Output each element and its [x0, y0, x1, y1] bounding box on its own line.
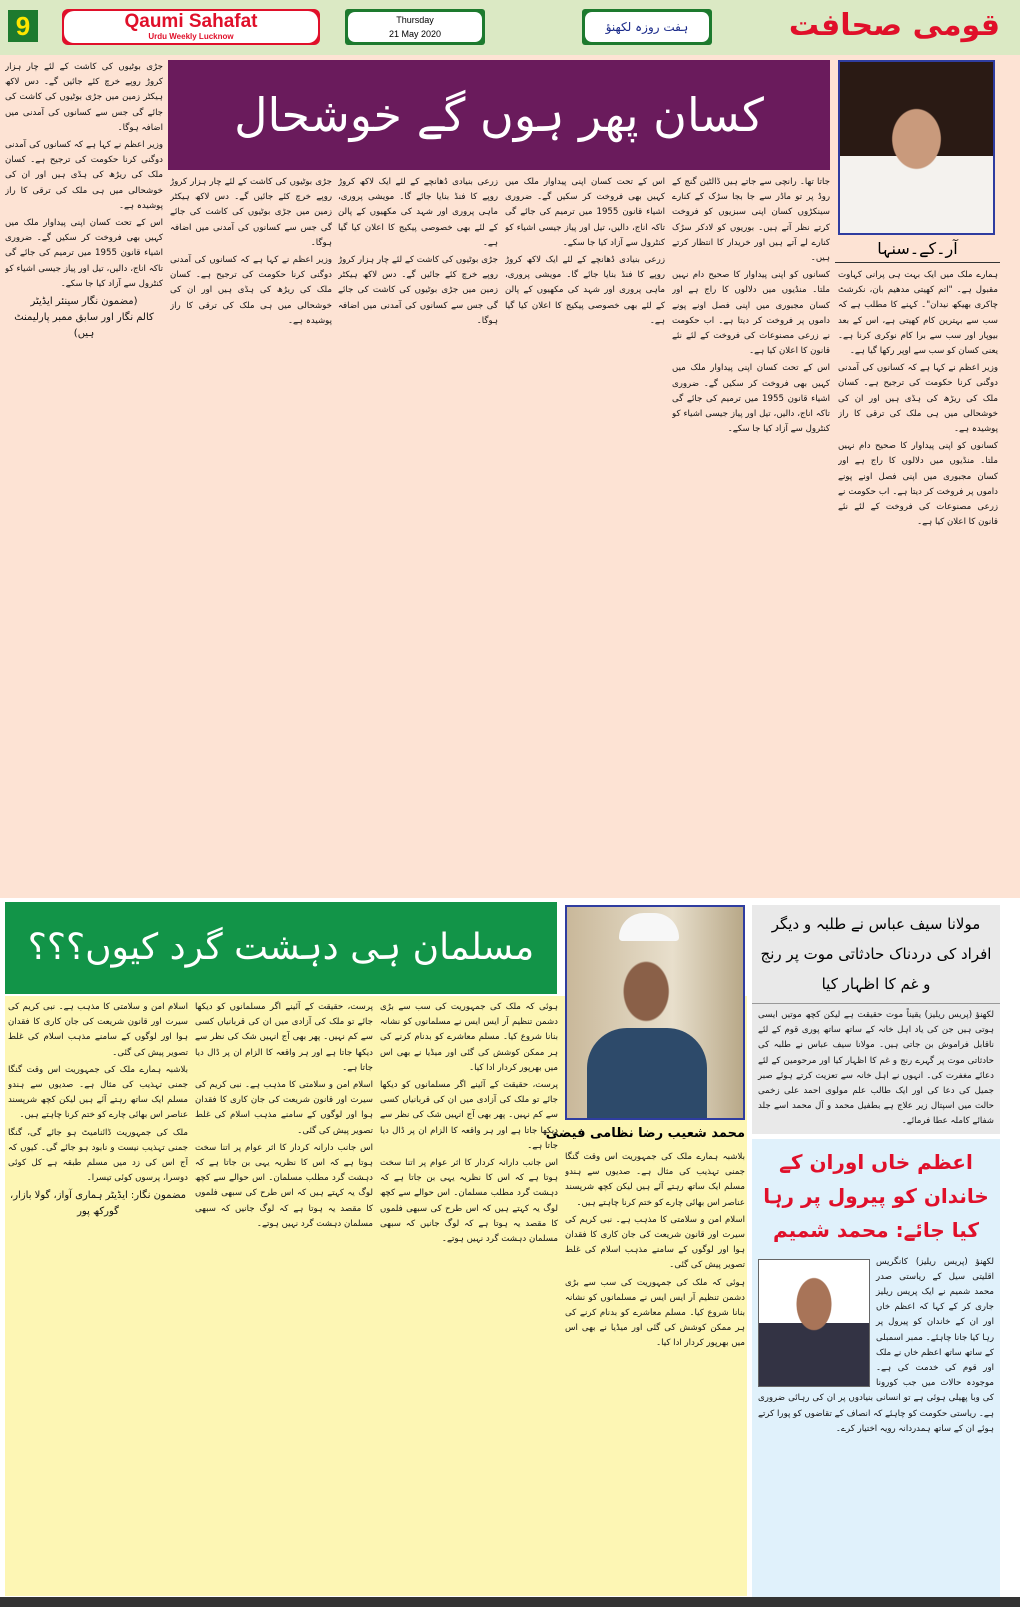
- article2-column: [195, 1000, 373, 1595]
- paragraph: پرست، حقیقت کے آئینے اگر مسلمانوں کو دیکھا جائے تو ملک کی آزادی میں ان کی قربانیاں کسی سے کم نہیں۔ پھر بھی آج انہیں شک کی نظر سے دیکھا جاتا ہے اور ہر واقعہ کا الزام ان پر ڈال دیا جاتا ہے۔: [195, 1002, 373, 1073]
- masthead-subtitle: Urdu Weekly Lucknow: [148, 32, 234, 41]
- paragraph: ملک کی جمہوریت ڈائنامیٹ ہو جائے گی، گنگا جمنی تہذیب نیست و نابود ہو جائے گی۔ کیوں کہ آج اس کی زد میں مسلم طبقہ ہے کل کوئی دوسرا، پرسوں کوئی تیسرا۔: [8, 1127, 188, 1184]
- paragraph: وزیر اعظم نے کہا ہے کہ کسانوں کی آمدنی دوگنی کرنا حکومت کی ترجیح ہے۔ کسان ملک کی ریڑھ کی ہڈی ہیں اور ان کی خوشحالی میں ہی ملک کی ترقی کا راز پوشیدہ ہے۔: [5, 140, 163, 211]
- paragraph: جڑی بوٹیوں کی کاشت کے لئے چار ہزار کروڑ روپے خرچ کئے جائیں گے۔ دس لاکھ ہیکٹر زمین میں جڑی بوٹیوں کی کاشت کی جائے گی جس سے کسانوں کی آمدنی میں اضافہ ہوگا۔: [338, 255, 498, 326]
- signature: کالم نگار اور سابق ممبر پارلیمنٹ ہیں): [14, 312, 154, 340]
- masthead-title: Qaumi Sahafat: [124, 11, 258, 32]
- paragraph: زرعی بنیادی ڈھانچے کے لئے ایک لاکھ کروڑ روپے کا فنڈ بنایا جائے گا۔ مویشی پروری، ماہی پروری اور شہد کی مکھیوں کے پالن کے لئے بھی خصوصی پیکیج کا اعلان کیا گیا ہے۔: [338, 177, 498, 248]
- news-box-condolence: [752, 905, 1000, 1134]
- article1-column: [170, 175, 332, 893]
- paragraph: اسلام امن و سلامتی کا مذہب ہے۔ نبی کریم کی سیرت اور قانون شریعت کی جان کاری کا فقدان ہوا اور لوگوں کے سامنے مذہب اسلام کی غلط تصویر پیش کی گئی۔: [8, 1002, 188, 1058]
- paragraph: جڑی بوٹیوں کی کاشت کے لئے چار ہزار کروڑ روپے خرچ کئے جائیں گے۔ دس لاکھ ہیکٹر زمین میں جڑی بوٹیوں کی کاشت کی جائے گی جس سے کسانوں کی آمدنی میں اضافہ ہوگا۔: [170, 177, 332, 248]
- article2-column: [8, 1000, 188, 1595]
- article4-headline: اعظم خاں اوران کے خاندان کو پیرول پر رہا کیا جائے: محمد شمیم: [763, 1149, 989, 1242]
- masthead-logo: [62, 9, 320, 45]
- paragraph: ہوئی کہ ملک کی جمہوریت کی سب سے بڑی دشمن تنظیم آر ایس ایس نے مسلمانوں کو نشانہ بنانا شروع کیا۔ مسلم معاشرے کو بدنام کرنے کی ہر ممکن کوشش کی گئی اور میڈیا نے بھی اس میں بھرپور کردار ادا کیا۔: [565, 1277, 745, 1349]
- article1-column: [838, 268, 998, 893]
- day-label: Thursday: [396, 15, 434, 25]
- page-number: 9: [8, 10, 38, 42]
- article1-column: [338, 175, 498, 893]
- author-photo: [838, 60, 995, 235]
- paragraph: زرعی بنیادی ڈھانچے کے لئے ایک لاکھ کروڑ روپے کا فنڈ بنایا جائے گا۔ مویشی پروری، ماہی پروری اور شہد کی مکھیوں کے پالن کے لئے بھی خصوصی پیکیج کا اعلان کیا گیا ہے۔: [505, 255, 665, 326]
- news-box-parole: [752, 1139, 1000, 1597]
- paragraph: بلاشبہ ہمارے ملک کی جمہوریت اس وقت گنگا جمنی تہذیب کی مثال ہے۔ صدیوں سے ہندو مسلم ایک ساتھ رہتے آئے ہیں لیکن کچھ شرپسند عناصر اس بھائی چارے کو ختم کرنا چاہتے ہیں۔: [8, 1064, 188, 1121]
- article1-column: [672, 175, 830, 893]
- paragraph: اسلام امن و سلامتی کا مذہب ہے۔ نبی کریم کی سیرت اور قانون شریعت کی جان کاری کا فقدان ہوا اور لوگوں کے سامنے مذہب اسلام کی غلط تصویر پیش کی گئی۔: [195, 1080, 373, 1136]
- article1-intro: ہمارے ملک میں ایک بہت ہی پرانی کہاوت مقبول ہے۔ "اتم کھیتی مدھیم بان، نکرشٹ چاکری بھیکھ نیدان"۔ کہنے کا مطلب ہے کہ سب سے بہترین کام کھیتی ہے، اس کے بعد بیوپار اور سب سے برا کام نوکری کرنا ہے۔ یعنی کسان کو سب سے اوپر رکھا گیا ہے۔: [838, 270, 998, 357]
- date-label: 21 May 2020: [388, 29, 442, 39]
- paragraph: جڑی بوٹیوں کی کاشت کے لئے چار ہزار کروڑ روپے خرچ کئے جائیں گے۔ دس لاکھ ہیکٹر زمین میں جڑی بوٹیوں کی کاشت کی جائے گی جس سے کسانوں کی آمدنی میں اضافہ ہوگا۔: [5, 62, 163, 133]
- article2-column: [380, 1000, 558, 1595]
- weekly-label: ہفت روزہ لکھنؤ: [585, 12, 709, 42]
- date-box: [345, 9, 485, 45]
- article4-body-wrap: [752, 1253, 1000, 1439]
- paragraph: ہوئی کہ ملک کی جمہوریت کی سب سے بڑی دشمن تنظیم آر ایس ایس نے مسلمانوں کو نشانہ بنانا شروع کیا۔ مسلم معاشرے کو بدنام کرنے کی ہر ممکن کوشش کی گئی اور میڈیا نے بھی اس میں بھرپور کردار ادا کیا۔: [380, 1002, 558, 1073]
- signature: (مضمون نگار سینئر ایڈیٹر: [30, 296, 138, 308]
- article1-author: آر۔کے۔سنہا: [835, 238, 1000, 263]
- article3-body: لکھنؤ (پریس ریلیز) یقیناً موت حقیقت ہے لیکن کچھ موتیں ایسی ہوتی ہیں جن کی یاد اہل خانہ کے ساتھ ساتھ پوری قوم کے لئے ناقابل فراموش بن جاتی ہیں۔ مولانا سیف عباس نے طلبہ کی حادثاتی موت پر گہرے رنج و غم کا اظہار کیا اور مرحومین کے لئے دعائے مغفرت کی۔ انہوں نے اہل خانہ سے تعزیت کرتے ہوئے صبر جمیل کی دعا کی اور ایک طالب علم مولوی احمد علی زخمی حالت میں اسپتال زیر علاج ہے بطفیل محمد و آل محمد اسے جلد شفائے کاملہ عطا فرمائے۔: [758, 1010, 994, 1127]
- paragraph: اس کے تحت کسان اپنی پیداوار ملک میں کہیں بھی فروخت کر سکیں گے۔ ضروری اشیاء قانون 1955 میں ترمیم کی جائے گی تاکہ اناج، دالیں، تیل اور پیاز جیسی اشیاء کو کنٹرول سے آزاد کیا جا سکے۔: [672, 363, 830, 435]
- urdu-title: قومی صحافت: [788, 8, 1000, 43]
- paragraph: جاتا تھا۔ رانچی سے جاتے ہیں ڈالٹین گنج کے روڈ پر تو ماڈر سے جا بجا سڑک کے کنارے سینکڑوں کسان اپنی سبزیوں کو فروخت کرتے نظر آتے ہیں۔ بوریوں کو لادکر سڑک کنارے لے آتے ہیں اور خریدار کا انتظار کرتے ہیں۔: [672, 177, 830, 264]
- article2-headline: مسلمان ہی دہشت گرد کیوں؟؟؟: [5, 902, 557, 994]
- weekly-box: [582, 9, 712, 45]
- signature: مضمون نگار: ایڈیٹر ہماری آواز، گولا بازار، گورکھ پور: [10, 1190, 186, 1218]
- article3-headline: مولانا سیف عباس نے طلبہ و دیگر افراد کی دردناک حادثاتی موت پر رنج و غم کا اظہار کیا: [752, 905, 1000, 1004]
- paragraph: وزیر اعظم نے کہا ہے کہ کسانوں کی آمدنی دوگنی کرنا حکومت کی ترجیح ہے۔ کسان ملک کی ریڑھ کی ہڈی ہیں اور ان کی خوشحالی میں ہی ملک کی ترقی کا راز پوشیدہ ہے۔: [838, 363, 998, 435]
- paragraph: کسانوں کو اپنی پیداوار کا صحیح دام نہیں ملتا۔ منڈیوں میں دلالوں کا راج ہے اور کسان مجبوری میں اپنی فصل اونے پونے داموں پر فروخت کر دیتا ہے۔ اب حکومت نے زرعی مصنوعات کی فروخت کے لئے نئے قانون کا اعلان کیا ہے۔: [672, 270, 830, 357]
- author-photo: [565, 905, 745, 1120]
- article2-author: محمد شعیب رضا نظامی فیضی: [545, 1126, 745, 1141]
- paragraph: پرست، حقیقت کے آئینے اگر مسلمانوں کو دیکھا جائے تو ملک کی آزادی میں ان کی قربانیاں کسی سے کم نہیں۔ پھر بھی آج انہیں شک کی نظر سے دیکھا جاتا ہے اور ہر واقعہ کا الزام ان پر ڈال دیا جاتا ہے۔: [380, 1080, 558, 1151]
- article1-column: [5, 60, 163, 895]
- person-photo: [758, 1259, 870, 1387]
- paragraph: اس جانب دارانہ کردار کا اثر عوام پر اتنا سخت ہوتا ہے کہ اس کا نظریہ یہی بن جاتا ہے کہ دہشت گرد مطلب مسلمان۔ اس حوالے سے کچھ لوگ یہ کہتے ہیں کہ اس طرح کی سبھی فلموں کا مقصد یہ ہوتا ہے کہ لوگ جانیں کہ سبھی مسلمان دہشت گرد نہیں ہوتے۔: [380, 1158, 558, 1245]
- article1-column: [505, 175, 665, 893]
- right-news-column: [752, 905, 1000, 1597]
- paragraph: وزیر اعظم نے کہا ہے کہ کسانوں کی آمدنی دوگنی کرنا حکومت کی ترجیح ہے۔ کسان ملک کی ریڑھ کی ہڈی ہیں اور ان کی خوشحالی میں ہی ملک کی ترقی کا راز پوشیدہ ہے۔: [170, 255, 332, 326]
- paragraph: اسلام امن و سلامتی کا مذہب ہے۔ نبی کریم کی سیرت اور قانون شریعت کی جان کاری کا فقدان ہوا اور لوگوں کے سامنے مذہب اسلام کی غلط تصویر پیش کی گئی۔: [565, 1214, 745, 1271]
- footer-rule: [0, 1597, 1020, 1607]
- paragraph: اس کے تحت کسان اپنی پیداوار ملک میں کہیں بھی فروخت کر سکیں گے۔ ضروری اشیاء قانون 1955 میں ترمیم کی جائے گی تاکہ اناج، دالیں، تیل اور پیاز جیسی اشیاء کو کنٹرول سے آزاد کیا جا سکے۔: [505, 177, 665, 248]
- article1-headline: کسان پھر ہوں گے خوشحال: [168, 60, 830, 170]
- paragraph: اس جانب دارانہ کردار کا اثر عوام پر اتنا سخت ہوتا ہے کہ اس کا نظریہ یہی بن جاتا ہے کہ دہشت گرد مطلب مسلمان۔ اس حوالے سے کچھ لوگ یہ کہتے ہیں کہ اس طرح کی سبھی فلموں کا مقصد یہ ہوتا ہے کہ لوگ جانیں کہ سبھی مسلمان دہشت گرد نہیں ہوتے۔: [195, 1142, 373, 1229]
- article4-body: لکھنؤ (پریس ریلیز) کانگریس اقلیتی سیل کے ریاستی صدر محمد شمیم نے ایک پریس ریلیز جاری کر کے کہا کہ اعظم خاں اور ان کے خاندان کو پیرول پر رہا کیا جانا چاہئے۔ ممبر اسمبلی کے ساتھ ساتھ اعظم خاں نے ملک اور قوم کی خدمت کی ہے۔ موجودہ حالات میں جب کورونا کی وبا پھیلی ہوئی ہے تو انسانی بنیادوں پر ان کی رہائی ضروری ہے۔ ریاستی حکومت کو چاہئے کہ انصاف کے تقاضوں کو پورا کرتے ہوئے ان کے ساتھ ہمدردانہ رویہ اختیار کرے۔: [758, 1256, 994, 1434]
- paragraph: کسانوں کو اپنی پیداوار کا صحیح دام نہیں ملتا۔ منڈیوں میں دلالوں کا راج ہے اور کسان مجبوری میں اپنی فصل اونے پونے داموں پر فروخت کر دیتا ہے۔ اب حکومت نے زرعی مصنوعات کی فروخت کے لئے نئے قانون کا اعلان کیا ہے۔: [838, 441, 998, 528]
- article2-column: [565, 1150, 745, 1595]
- paragraph: بلاشبہ ہمارے ملک کی جمہوریت اس وقت گنگا جمنی تہذیب کی مثال ہے۔ صدیوں سے ہندو مسلم ایک ساتھ رہتے آئے ہیں لیکن کچھ شرپسند عناصر اس بھائی چارے کو ختم کرنا چاہتے ہیں۔: [565, 1152, 745, 1208]
- paragraph: اس کے تحت کسان اپنی پیداوار ملک میں کہیں بھی فروخت کر سکیں گے۔ ضروری اشیاء قانون 1955 میں ترمیم کی جائے گی تاکہ اناج، دالیں، تیل اور پیاز جیسی اشیاء کو کنٹرول سے آزاد کیا جا سکے۔: [5, 218, 163, 289]
